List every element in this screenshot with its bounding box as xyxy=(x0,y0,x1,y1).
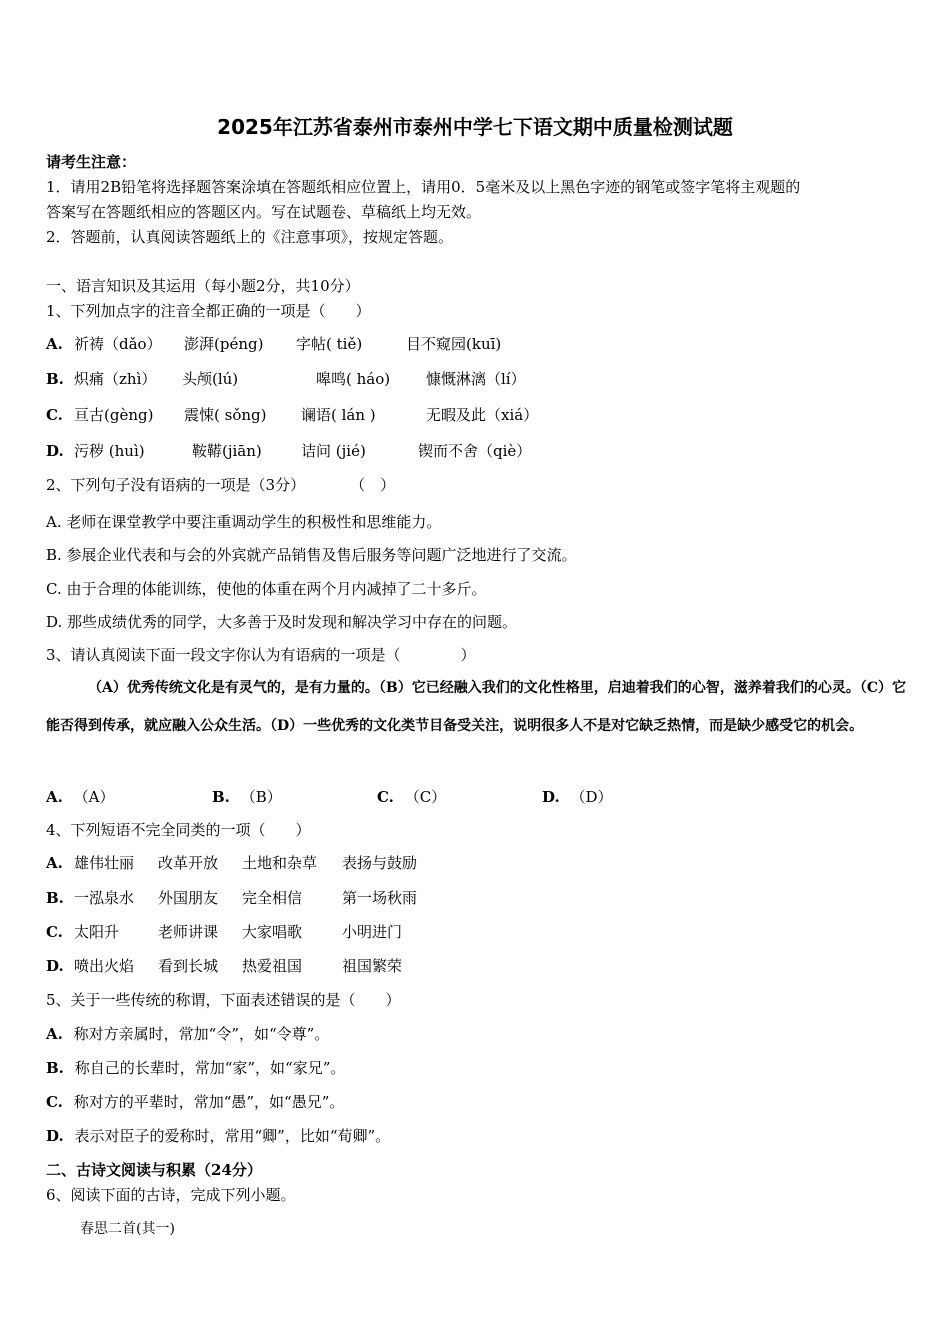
option-item: 目不窥园(kuī) xyxy=(406,335,502,353)
option-item: 热爱祖国 xyxy=(242,957,303,975)
option-text: 表示对臣子的爱称时，常用“卿”，比如“荀卿”。 xyxy=(74,1127,391,1145)
poem-title: 春思二首(其一) xyxy=(80,1221,175,1237)
option-letter: B. xyxy=(46,889,64,907)
option-item: 喷出火焰 xyxy=(74,957,135,975)
option-item: 字帖( tiě) xyxy=(296,335,363,353)
option-text: （B） xyxy=(240,788,282,806)
option-text: 称对方亲属时，常加“令”，如“令尊”。 xyxy=(73,1025,330,1043)
option-item: 小明进门 xyxy=(342,923,403,941)
option-letter: A. xyxy=(46,854,63,872)
option-letter: B. xyxy=(46,1059,64,1077)
section-2-heading: 二、古诗文阅读与积累（24分） xyxy=(46,1161,262,1179)
option-letter: A. xyxy=(46,1025,63,1043)
notice-line-3: 2．答题前，认真阅读答题纸上的《注意事项》，按规定答题。 xyxy=(46,228,454,246)
option-item: 鞍鞯(jiān) xyxy=(192,442,262,460)
q2-option-a: A. 老师在课堂教学中要注重调动学生的积极性和思维能力。 xyxy=(46,513,442,531)
q3-passage: （A）优秀传统文化是有灵气的，是有力量的。（B）它已经融入我们的文化性格里，启迪着我们的心智，滋养着我们的心灵。（C）它能否得到传承，就应融入公众生活。（D）一些优秀的文化类节目备受关注，说明很多人不是对它缺乏热情，而是缺少感受它的机会。 xyxy=(46,680,906,734)
option-letter: D. xyxy=(542,788,560,806)
q3-option-b xyxy=(212,787,282,807)
option-letter: C. xyxy=(377,788,394,806)
question-5-stem: 5、关于一些传统的称谓，下面表述错误的是（ ） xyxy=(46,991,401,1009)
option-text: 称自己的长辈时，常加“家”，如“家兄”。 xyxy=(74,1059,346,1077)
section-1-heading: 一、语言知识及其运用（每小题2分，共10分） xyxy=(46,277,360,295)
option-item: 亘古(gèng) xyxy=(74,406,154,424)
option-item: 太阳升 xyxy=(74,923,120,941)
q5-option-c xyxy=(46,1092,344,1112)
q1-option-c xyxy=(46,405,539,425)
option-letter: C. xyxy=(46,923,63,941)
option-item: 锲而不舍（qiè） xyxy=(418,442,532,460)
option-item: 头颅(lú) xyxy=(182,370,239,388)
option-item: 祈祷（dǎo） xyxy=(74,335,162,353)
q5-option-a xyxy=(46,1024,329,1044)
q4-option-c xyxy=(46,922,403,942)
q4-option-b xyxy=(46,888,418,908)
option-letter: A. xyxy=(46,335,63,353)
option-item: 祖国繁荣 xyxy=(342,957,403,975)
option-item: 诘问 (jié) xyxy=(301,442,366,460)
option-item: 无暇及此（xiá） xyxy=(426,406,539,424)
option-item: 老师讲课 xyxy=(158,923,219,941)
option-letter: D. xyxy=(46,1127,64,1145)
q1-option-a xyxy=(46,334,502,354)
option-item: 澎湃(péng) xyxy=(184,335,264,353)
option-item: 完全相信 xyxy=(242,889,303,907)
option-letter: C. xyxy=(46,406,63,424)
option-item: 震悚( sǒng) xyxy=(184,406,267,424)
option-text: 称对方的平辈时，常加“愚”，如“愚兄”。 xyxy=(73,1093,345,1111)
page-title: 2025年江苏省泰州市泰州中学七下语文期中质量检测试题 xyxy=(217,115,733,139)
option-item: 表扬与鼓励 xyxy=(342,854,418,872)
q4-option-d xyxy=(46,956,403,976)
question-3-stem: 3、请认真阅读下面一段文字你认为有语病的一项是（ ） xyxy=(46,646,476,664)
option-item: 炽痛（zhì） xyxy=(74,370,157,388)
q5-option-b xyxy=(46,1058,345,1078)
q2-option-b: B. 参展企业代表和与会的外宾就产品销售及售后服务等问题广泛地进行了交流。 xyxy=(46,546,577,564)
q1-option-d xyxy=(46,441,532,461)
option-letter: A. xyxy=(46,788,63,806)
question-4-stem: 4、下列短语不完全同类的一项（ ） xyxy=(46,821,311,839)
option-item: 大家唱歌 xyxy=(242,923,303,941)
notice-line-1: 1．请用2B铅笔将选择题答案涂填在答题纸相应位置上，请用0．5毫米及以上黑色字迹的钢笔或签字笔将主观题的 xyxy=(46,178,801,196)
question-1-stem: 1、下列加点字的注音全都正确的一项是（ ） xyxy=(46,302,371,320)
q3-option-d xyxy=(542,787,613,807)
option-letter: B. xyxy=(212,788,230,806)
option-text: （D） xyxy=(570,788,613,806)
notice-heading: 请考生注意： xyxy=(46,153,137,171)
q4-option-a xyxy=(46,853,418,873)
option-item: 改革开放 xyxy=(158,854,219,872)
q3-option-a xyxy=(46,787,115,807)
option-item: 土地和杂草 xyxy=(242,854,318,872)
option-item: 嗥鸣( háo) xyxy=(316,370,391,388)
q1-option-b xyxy=(46,369,526,389)
option-letter: B. xyxy=(46,370,64,388)
question-2-stem: 2、下列句子没有语病的一项是（3分） （ ） xyxy=(46,476,396,494)
q3-option-c xyxy=(377,787,446,807)
option-item: 污秽 (huì) xyxy=(74,442,145,460)
option-item: 外国朋友 xyxy=(158,889,219,907)
option-text: （C） xyxy=(404,788,447,806)
option-item: 慷慨淋漓（lí） xyxy=(426,370,526,388)
option-item: 谰语( lán ) xyxy=(301,406,376,424)
notice-line-2: 答案写在答题纸相应的答题区内。写在试题卷、草稿纸上均无效。 xyxy=(46,203,482,221)
option-letter: C. xyxy=(46,1093,63,1111)
option-item: 第一场秋雨 xyxy=(342,889,418,907)
q5-option-d xyxy=(46,1126,390,1146)
option-letter: D. xyxy=(46,957,64,975)
question-6-stem: 6、阅读下面的古诗，完成下列小题。 xyxy=(46,1186,296,1204)
option-item: 雄伟壮丽 xyxy=(74,854,135,872)
option-item: 一泓泉水 xyxy=(74,889,135,907)
option-text: （A） xyxy=(73,788,115,806)
option-letter: D. xyxy=(46,442,64,460)
option-item: 看到长城 xyxy=(158,957,219,975)
q2-option-d: D. 那些成绩优秀的同学，大多善于及时发现和解决学习中存在的问题。 xyxy=(46,613,518,631)
q2-option-c: C. 由于合理的体能训练，使他的体重在两个月内减掉了二十多斤。 xyxy=(46,580,487,598)
